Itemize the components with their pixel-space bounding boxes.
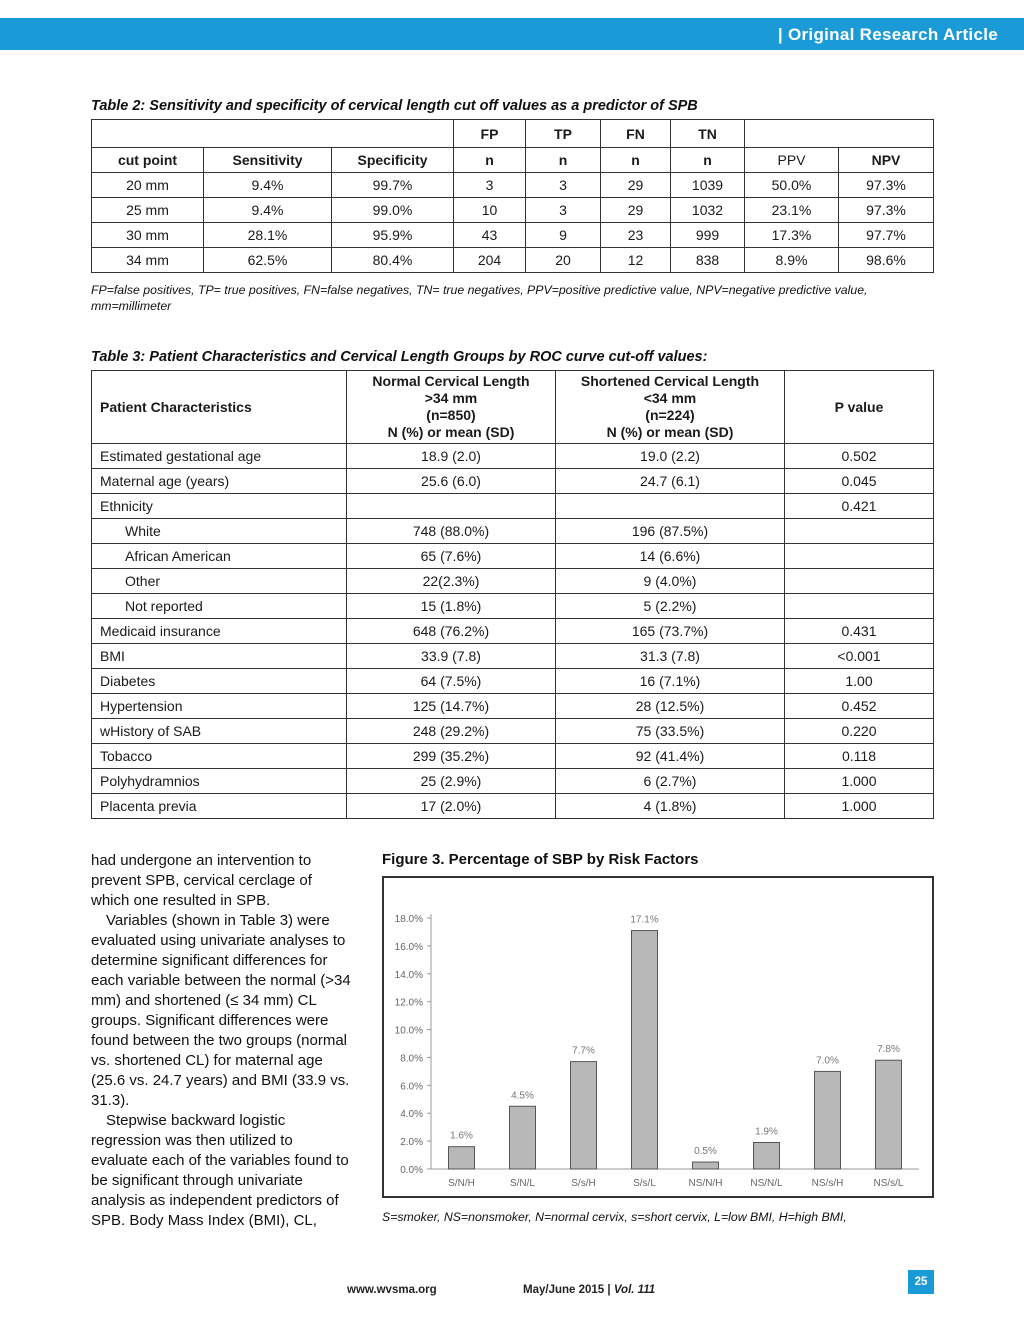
table-cell: 0.220 xyxy=(785,719,934,744)
table-cell: 25 (2.9%) xyxy=(347,769,556,794)
table2-footnote: FP=false positives, TP= true positives, FN=false negatives, TN= true negatives, PPV=positive predictive value, NPV=negative predictive value, mm=millimeter xyxy=(91,283,868,313)
bar xyxy=(449,1147,475,1169)
table-row xyxy=(92,569,934,594)
table-cell: 12 xyxy=(601,248,671,273)
data-label: 7.0% xyxy=(816,1055,839,1067)
bar-chart xyxy=(384,878,932,1196)
table-cell: 8.9% xyxy=(745,248,839,273)
table-cell: 3 xyxy=(526,173,601,198)
table-cell: 23.1% xyxy=(745,198,839,223)
table-cell: Diabetes xyxy=(92,669,347,694)
y-tick-label: 2.0% xyxy=(400,1137,423,1149)
table-cell: 62.5% xyxy=(204,248,332,273)
footer-separator: | xyxy=(607,1284,611,1296)
table-cell: 65 (7.6%) xyxy=(347,544,556,569)
table-row xyxy=(92,173,934,198)
table-cell: 3 xyxy=(454,173,526,198)
table-cell xyxy=(785,594,934,619)
body-paragraph: Stepwise backward logistic regression was then utilized to evaluate each of the variables found to be significant through univariate analysis as independent predictors of SPB. Body Mass Index (BMI), CL, xyxy=(91,1112,349,1229)
bar xyxy=(571,1062,597,1169)
table2-empty-header xyxy=(92,120,454,148)
table-cell: 98.6% xyxy=(839,248,934,273)
bar xyxy=(815,1071,841,1169)
table-cell: White xyxy=(92,519,347,544)
table2-group-header: FN xyxy=(601,120,671,148)
footer-volume: Vol. 111 xyxy=(613,1284,656,1296)
y-tick-label: 6.0% xyxy=(400,1081,423,1093)
table-cell: Other xyxy=(92,569,347,594)
figure-caption: S=smoker, NS=nonsmoker, N=normal cervix, s=short cervix, L=low BMI, H=high BMI, xyxy=(382,1210,847,1224)
table-cell: 0.118 xyxy=(785,744,934,769)
table-cell: 0.421 xyxy=(785,494,934,519)
table-cell: African American xyxy=(92,544,347,569)
footer-issue xyxy=(523,1284,655,1296)
table2-col-header: NPV xyxy=(839,148,934,173)
table-cell xyxy=(785,519,934,544)
table-cell: 97.3% xyxy=(839,198,934,223)
table-row xyxy=(92,744,934,769)
table-cell xyxy=(347,494,556,519)
table-cell: 999 xyxy=(671,223,745,248)
table3 xyxy=(91,370,934,819)
table-cell: 14 (6.6%) xyxy=(556,544,785,569)
table-cell: 28 (12.5%) xyxy=(556,694,785,719)
x-tick-label: S/s/L xyxy=(633,1178,656,1189)
table-cell: 838 xyxy=(671,248,745,273)
table2-col-header: PPV xyxy=(745,148,839,173)
table-row xyxy=(92,198,934,223)
body-paragraph: had undergone an intervention to prevent SPB, cervical cerclage of which one resulted in SPB. xyxy=(91,852,312,909)
page-number: 25 xyxy=(908,1270,934,1294)
table-cell: 3 xyxy=(526,198,601,223)
table-cell: Medicaid insurance xyxy=(92,619,347,644)
table2-group-header: TN xyxy=(671,120,745,148)
table2-col-header: cut point xyxy=(92,148,204,173)
table-cell: 50.0% xyxy=(745,173,839,198)
table-cell: 248 (29.2%) xyxy=(347,719,556,744)
table-cell: 9.4% xyxy=(204,173,332,198)
table-cell: Maternal age (years) xyxy=(92,469,347,494)
table-cell: 9 (4.0%) xyxy=(556,569,785,594)
data-label: 7.8% xyxy=(877,1044,900,1056)
y-tick-label: 14.0% xyxy=(394,969,423,981)
y-tick-label: 10.0% xyxy=(394,1025,423,1037)
bar xyxy=(632,931,658,1169)
table-cell: 30 mm xyxy=(92,223,204,248)
section-label: | Original Research Article xyxy=(777,25,998,44)
table-cell: 20 xyxy=(526,248,601,273)
table3-header-normal: Normal Cervical Length >34 mm (n=850) N (%) or mean (SD) xyxy=(347,371,556,444)
table-row xyxy=(92,619,934,644)
table-cell: Polyhydramnios xyxy=(92,769,347,794)
table-row xyxy=(92,223,934,248)
table-cell: 17.3% xyxy=(745,223,839,248)
table-cell: 24.7 (6.1) xyxy=(556,469,785,494)
table-row xyxy=(92,669,934,694)
table-cell: 64 (7.5%) xyxy=(347,669,556,694)
table-cell: 29 xyxy=(601,198,671,223)
table2-col-header: n xyxy=(601,148,671,173)
y-tick-label: 8.0% xyxy=(400,1053,423,1065)
table-cell: 99.7% xyxy=(332,173,454,198)
table2-col-header: n xyxy=(454,148,526,173)
table3-caption: Table 3: Patient Characteristics and Cervical Length Groups by ROC curve cut-off values: xyxy=(91,349,708,365)
table-cell: Estimated gestational age xyxy=(92,444,347,469)
table-cell: 34 mm xyxy=(92,248,204,273)
table2-group-header: TP xyxy=(526,120,601,148)
table-cell: 0.452 xyxy=(785,694,934,719)
table-cell: 22(2.3%) xyxy=(347,569,556,594)
table3-header-shortened: Shortened Cervical Length <34 mm (n=224) N (%) or mean (SD) xyxy=(556,371,785,444)
table-cell: Hypertension xyxy=(92,694,347,719)
y-tick-label: 18.0% xyxy=(394,914,423,925)
table-cell: 1.000 xyxy=(785,769,934,794)
data-label: 4.5% xyxy=(511,1090,534,1102)
table-row xyxy=(92,694,934,719)
header-bar xyxy=(0,18,1024,50)
table-cell: 33.9 (7.8) xyxy=(347,644,556,669)
table-cell: 196 (87.5%) xyxy=(556,519,785,544)
table-cell: 4 (1.8%) xyxy=(556,794,785,819)
data-label: 0.5% xyxy=(694,1146,717,1158)
table-cell: 18.9 (2.0) xyxy=(347,444,556,469)
table-cell: 20 mm xyxy=(92,173,204,198)
table-cell: <0.001 xyxy=(785,644,934,669)
body-text xyxy=(91,851,353,1231)
table3-header-p-value: P value xyxy=(785,371,934,444)
table-cell: 6 (2.7%) xyxy=(556,769,785,794)
table-row xyxy=(92,644,934,669)
table-cell: 1.00 xyxy=(785,669,934,694)
table-cell: 204 xyxy=(454,248,526,273)
table-row xyxy=(92,719,934,744)
bar xyxy=(693,1162,719,1169)
table-cell: 16 (7.1%) xyxy=(556,669,785,694)
figure-frame xyxy=(382,876,934,1198)
x-tick-label: NS/s/L xyxy=(873,1178,904,1189)
table-row xyxy=(92,519,934,544)
table-cell: 748 (88.0%) xyxy=(347,519,556,544)
table-cell: 43 xyxy=(454,223,526,248)
x-tick-label: NS/N/L xyxy=(750,1178,783,1189)
table-cell: Placenta previa xyxy=(92,794,347,819)
x-tick-label: S/N/H xyxy=(448,1178,475,1189)
table-cell: 125 (14.7%) xyxy=(347,694,556,719)
table-cell: 5 (2.2%) xyxy=(556,594,785,619)
table2-caption: Table 2: Sensitivity and specificity of cervical length cut off values as a predictor of SPB xyxy=(91,98,698,114)
table-cell xyxy=(556,494,785,519)
table-cell: 95.9% xyxy=(332,223,454,248)
table-row xyxy=(92,469,934,494)
table2-col-header: Specificity xyxy=(332,148,454,173)
table2 xyxy=(91,119,934,273)
table-cell: 9.4% xyxy=(204,198,332,223)
table-cell: 299 (35.2%) xyxy=(347,744,556,769)
table-cell: 0.502 xyxy=(785,444,934,469)
table-row xyxy=(92,494,934,519)
table3-header-characteristics: Patient Characteristics xyxy=(92,371,347,444)
table-row xyxy=(92,544,934,569)
table-cell: 75 (33.5%) xyxy=(556,719,785,744)
figure-title: Figure 3. Percentage of SBP by Risk Factors xyxy=(382,851,699,868)
table-cell: 0.045 xyxy=(785,469,934,494)
table2-col-header: Sensitivity xyxy=(204,148,332,173)
table-cell: 80.4% xyxy=(332,248,454,273)
table-cell: 29 xyxy=(601,173,671,198)
table-cell: 25 mm xyxy=(92,198,204,223)
table-cell: 99.0% xyxy=(332,198,454,223)
table-cell: Not reported xyxy=(92,594,347,619)
table-row xyxy=(92,769,934,794)
table-cell: 92 (41.4%) xyxy=(556,744,785,769)
x-tick-label: S/N/L xyxy=(509,1178,536,1189)
table-cell: Ethnicity xyxy=(92,494,347,519)
table-cell xyxy=(785,544,934,569)
table-cell: 1.000 xyxy=(785,794,934,819)
bar xyxy=(510,1106,536,1169)
x-tick-label: S/s/H xyxy=(571,1178,596,1189)
table-cell: 10 xyxy=(454,198,526,223)
table-row xyxy=(92,594,934,619)
x-tick-label: NS/N/H xyxy=(688,1178,723,1189)
table-cell: 23 xyxy=(601,223,671,248)
data-label: 1.9% xyxy=(755,1126,778,1138)
y-tick-label: 4.0% xyxy=(400,1109,423,1121)
table-cell: 31.3 (7.8) xyxy=(556,644,785,669)
table-cell: 165 (73.7%) xyxy=(556,619,785,644)
y-tick-label: 0.0% xyxy=(400,1165,423,1176)
x-tick-label: NS/s/H xyxy=(811,1178,844,1189)
table2-group-header: FP xyxy=(454,120,526,148)
table-cell: 19.0 (2.2) xyxy=(556,444,785,469)
table-cell xyxy=(785,569,934,594)
table-cell: BMI xyxy=(92,644,347,669)
table-cell: 1032 xyxy=(671,198,745,223)
table-cell: 97.7% xyxy=(839,223,934,248)
table-cell: 1039 xyxy=(671,173,745,198)
y-tick-label: 12.0% xyxy=(394,997,423,1009)
table-cell: 9 xyxy=(526,223,601,248)
table-cell: 0.431 xyxy=(785,619,934,644)
table-cell: wHistory of SAB xyxy=(92,719,347,744)
table-cell: 97.3% xyxy=(839,173,934,198)
table-cell: Tobacco xyxy=(92,744,347,769)
data-label: 17.1% xyxy=(630,914,659,926)
y-tick-label: 16.0% xyxy=(394,941,423,953)
table2-empty-header xyxy=(745,120,934,148)
table-row xyxy=(92,444,934,469)
table-row xyxy=(92,248,934,273)
table2-col-header: n xyxy=(526,148,601,173)
table-cell: 28.1% xyxy=(204,223,332,248)
table-cell: 648 (76.2%) xyxy=(347,619,556,644)
bar xyxy=(754,1143,780,1169)
table2-col-header: n xyxy=(671,148,745,173)
data-label: 1.6% xyxy=(450,1130,473,1142)
table-row xyxy=(92,794,934,819)
footer-date: May/June 2015 xyxy=(523,1284,605,1296)
table-cell: 25.6 (6.0) xyxy=(347,469,556,494)
footer-url[interactable]: www.wvsma.org xyxy=(347,1284,437,1296)
body-paragraph: Variables (shown in Table 3) were evaluated using univariate analyses to determine significant differences for each variable between the normal (>34 mm) and shortened (≤ 34 mm) CL groups. Significant differences were found between the two groups (normal vs. shortened CL) for maternal age (25.6 vs. 24.7 years) and BMI (33.9 vs. 31.3). xyxy=(91,912,351,1109)
table-cell: 17 (2.0%) xyxy=(347,794,556,819)
data-label: 7.7% xyxy=(572,1045,595,1057)
bar xyxy=(876,1060,902,1169)
table-cell: 15 (1.8%) xyxy=(347,594,556,619)
